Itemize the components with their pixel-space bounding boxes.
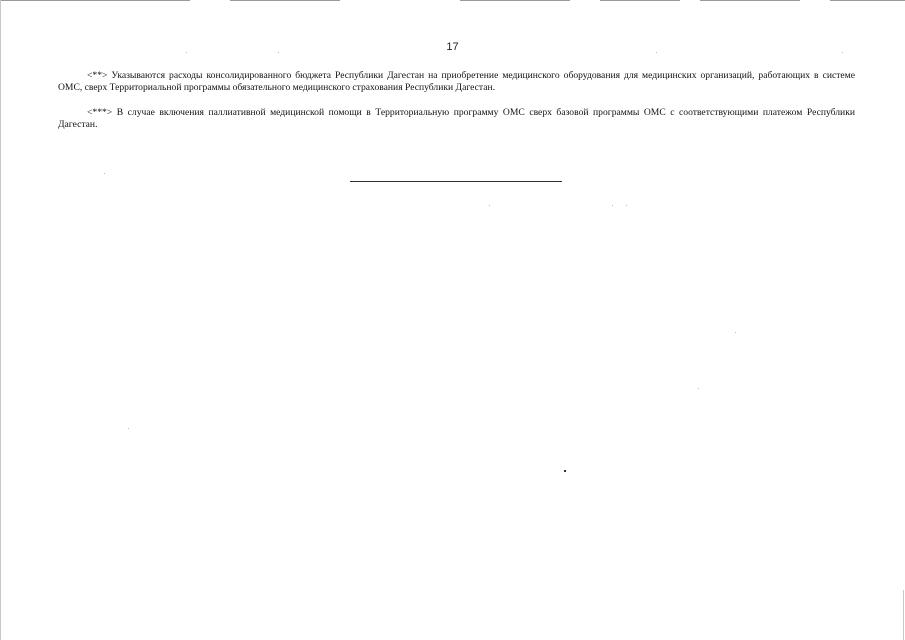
- footnote-equipment-expenses: [58, 70, 855, 94]
- scan-speck: [698, 388, 699, 389]
- scan-artifact: [230, 0, 340, 1]
- scan-edge: [903, 590, 904, 640]
- scan-artifact: [600, 0, 680, 1]
- scan-speck: [842, 52, 843, 53]
- scan-artifact: [460, 0, 570, 1]
- scan-edge: [0, 0, 1, 640]
- scan-speck: [626, 205, 627, 206]
- page-number: 17: [446, 41, 459, 53]
- scan-speck: [489, 205, 490, 206]
- scan-speck: [128, 428, 129, 429]
- scan-speck: [612, 205, 613, 206]
- scan-speck: [735, 332, 736, 333]
- scan-speck: [564, 470, 566, 472]
- scan-speck: [186, 52, 187, 53]
- scan-artifact: [700, 0, 800, 1]
- footnote-palliative-care: [58, 107, 855, 131]
- section-separator-line: [350, 181, 562, 182]
- scan-speck: [104, 173, 105, 174]
- scan-artifact: [830, 0, 905, 1]
- scan-speck: [278, 52, 279, 53]
- scan-speck: [656, 52, 657, 53]
- scan-artifact: [0, 0, 190, 1]
- footnote-text: <***> В случае включения паллиативной медицинской помощи в Территориальную программу ОМС сверх базовой программы ОМС с соответствующими платежом Республики Дагестан.: [58, 107, 855, 130]
- footnote-text: <**> Указываются расходы консолидированного бюджета Республики Дагестан на приобретение медицинского оборудования для медицинских организаций, работающих в системе ОМС, сверх Территориальной программы обязательного медицинского страхования Республики Дагестан.: [58, 70, 855, 93]
